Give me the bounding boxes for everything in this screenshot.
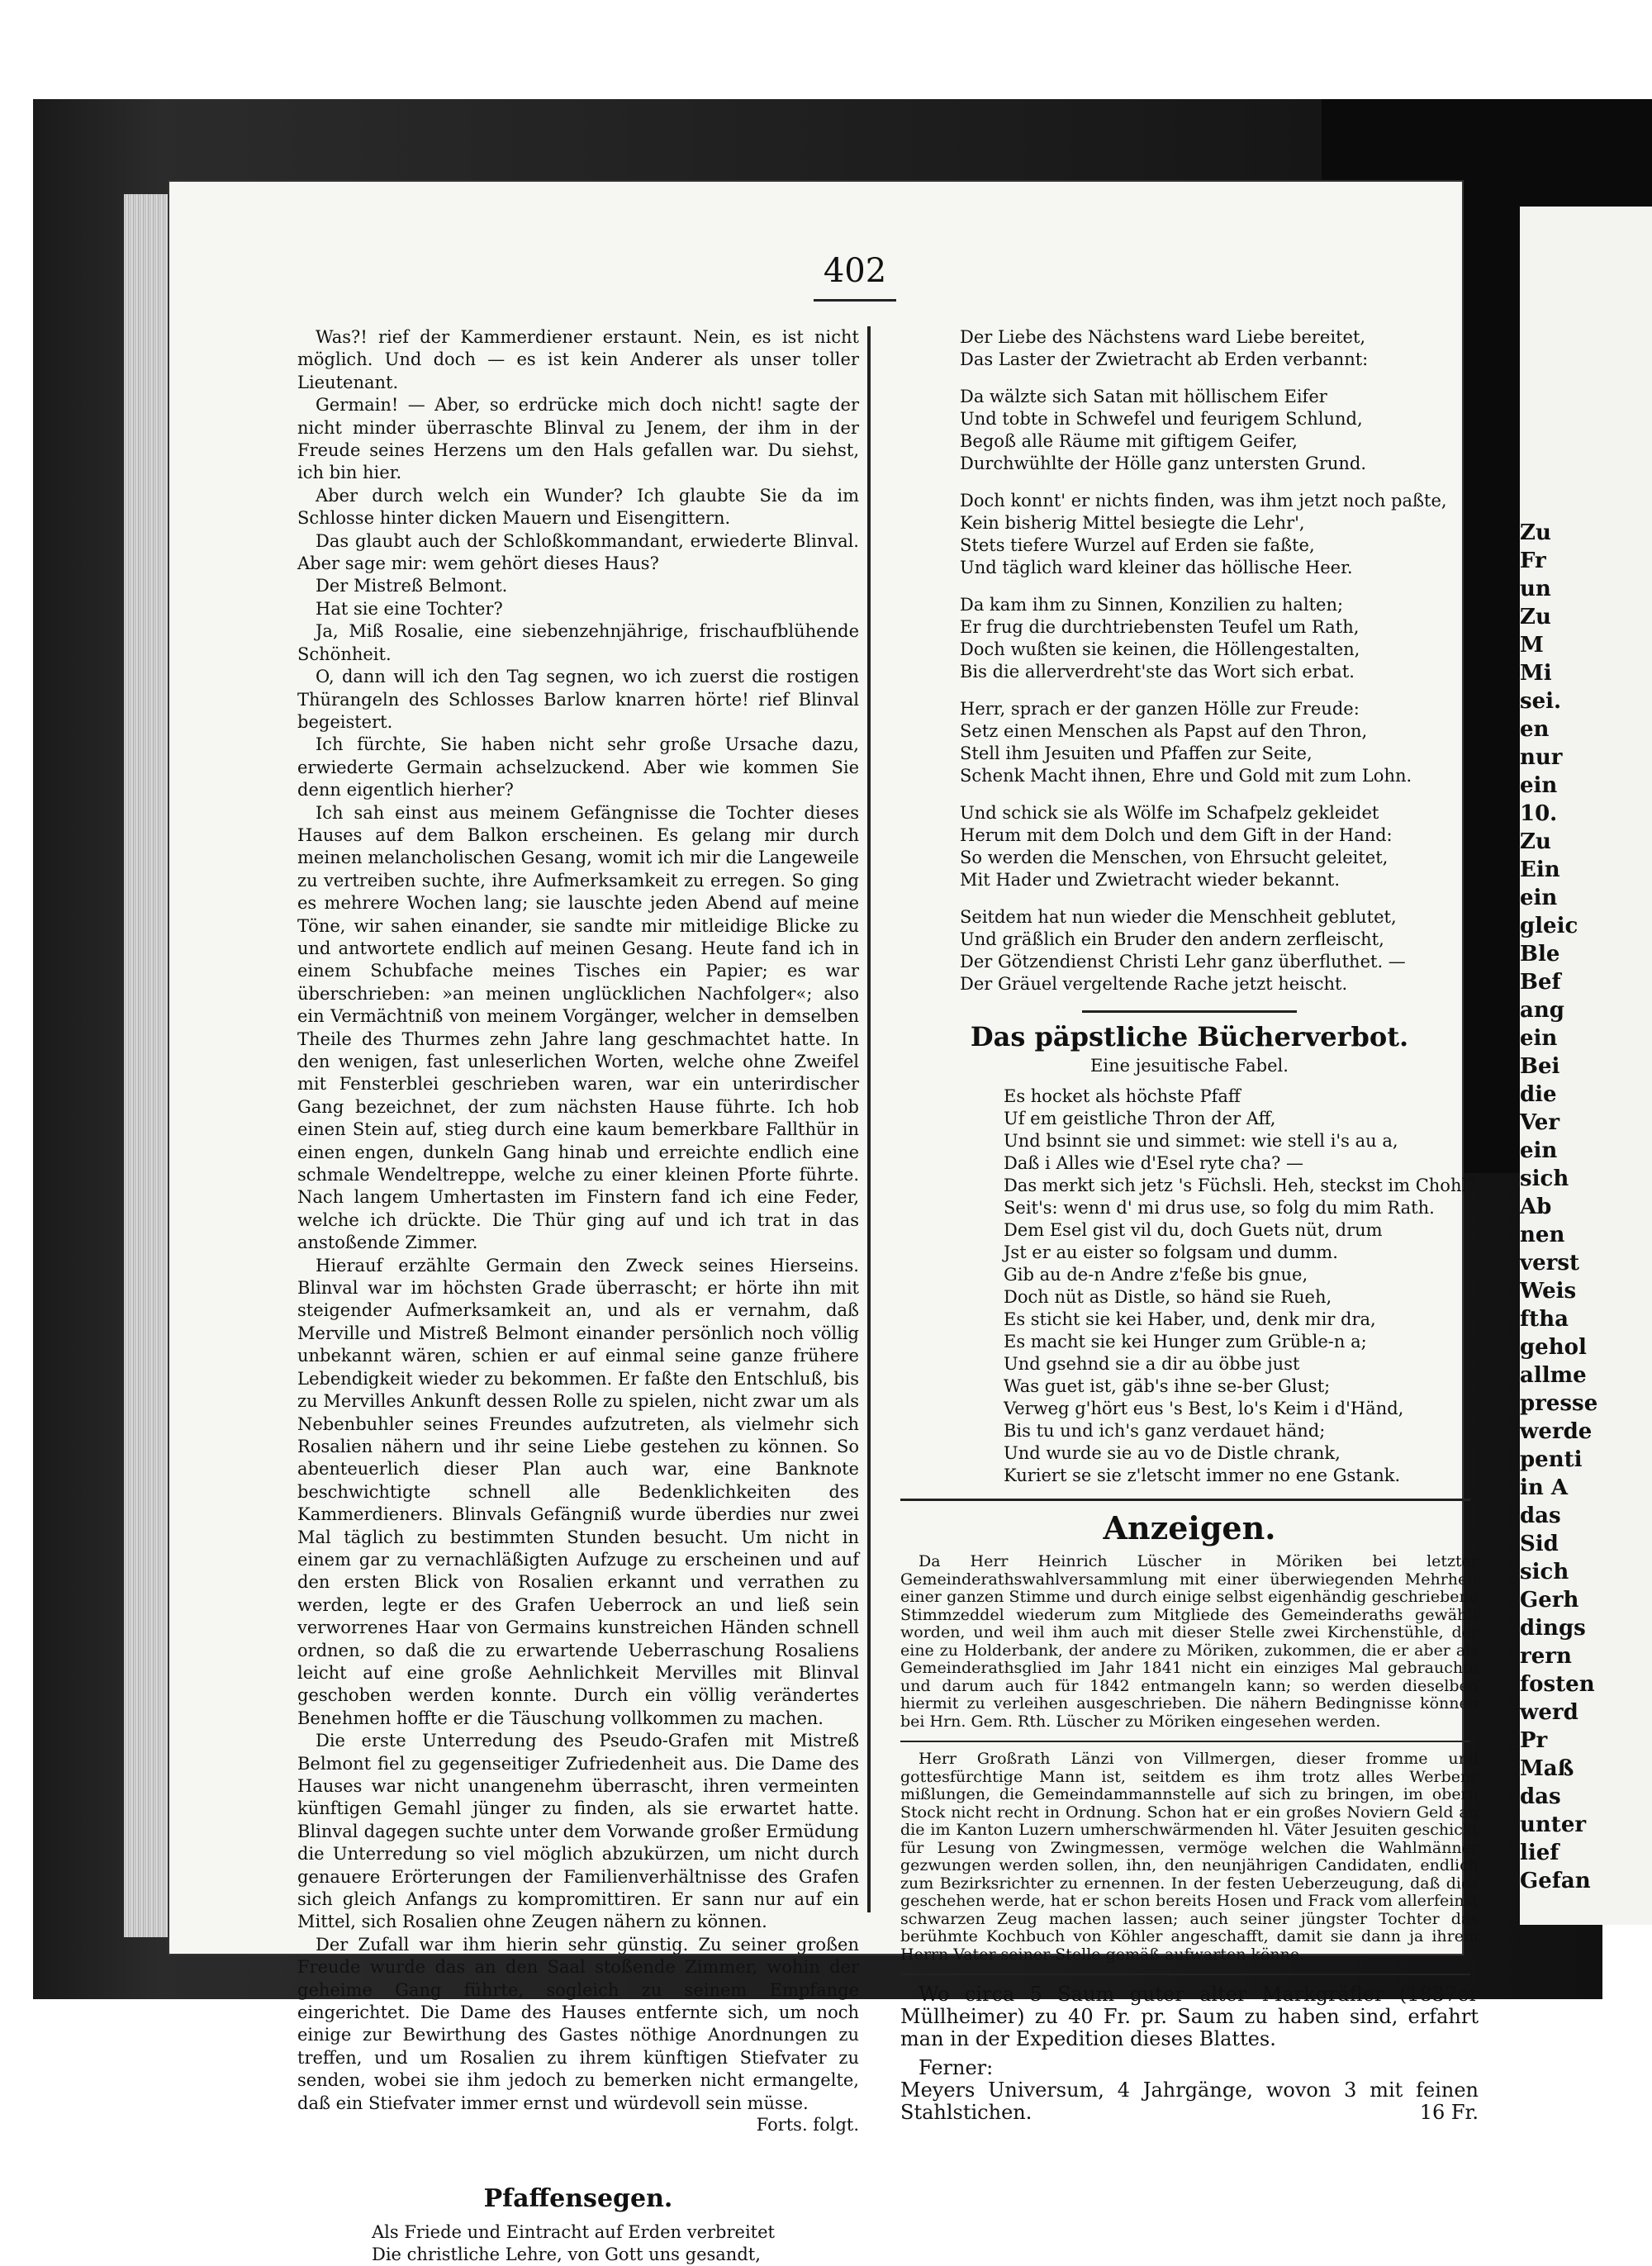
story-paragraph: O, dann will ich den Tag segnen, wo ich zuerst die rostigen Thürangeln des Schlosses Barlow knarren hörte! rief Blinval begeistert. <box>297 667 859 732</box>
left-column <box>297 326 859 2266</box>
facing-page-fragment: dings <box>1520 1616 1586 1641</box>
facing-page-fragment: presse <box>1520 1391 1598 1416</box>
poem-line: Durchwühlte der Hölle ganz untersten Grund. <box>960 454 1367 473</box>
facing-page-fragment: Bef <box>1520 970 1561 995</box>
facing-page-fragment: Sid <box>1520 1532 1559 1556</box>
fable-line: Es macht sie kei Hunger zum Grüble-n a; <box>1004 1332 1367 1352</box>
scan-border-top <box>0 0 1652 107</box>
advertisement <box>900 2057 1479 2131</box>
story-paragraph: Ich fürchte, Sie haben nicht sehr große Ursache dazu, erwiederte Germain achselzuckend. Aber wie kommen Sie denn eigentlich hierher? <box>297 734 859 800</box>
poem-line: Der Götzendienst Christi Lehr ganz überfluthet. — <box>960 952 1406 971</box>
facing-page-fragment: fosten <box>1520 1672 1595 1697</box>
poem-stanza <box>900 906 1479 995</box>
poem-stanza <box>900 490 1479 579</box>
fable-line: Gib au de-n Andre z'feße bis gnue, <box>1004 1265 1308 1285</box>
poem-stanza <box>900 802 1479 891</box>
poem-line: Und tobte in Schwefel und feurigem Schlund, <box>960 409 1363 429</box>
fable-line: Verweg g'hört eus 's Best, lo's Keim i d'Händ, <box>1004 1399 1404 1418</box>
fable-line: Das merkt sich jetz 's Füchsli. Heh, steckst im Chohl? <box>1004 1176 1477 1195</box>
story-paragraph: Ja, Miß Rosalie, eine siebenzehnjährige, frischaufblühende Schönheit. <box>297 621 859 664</box>
facing-page-fragment: gleic <box>1520 914 1578 938</box>
facing-page-fragment: penti <box>1520 1447 1583 1472</box>
facing-page-fragment: verst <box>1520 1251 1579 1276</box>
poem-continuation <box>900 326 1479 995</box>
poem-line: Da wälzte sich Satan mit höllischem Eifer <box>960 387 1327 406</box>
poem-line: Mit Hader und Zwietracht wieder bekannt. <box>960 870 1341 890</box>
fable-text <box>900 1085 1479 1487</box>
section-rule <box>1082 1010 1297 1013</box>
facing-page-fragment: Mi <box>1520 661 1552 686</box>
poem-line: Der Gräuel vergeltende Rache jetzt heischt. <box>960 974 1348 994</box>
story-paragraph: Ich sah einst aus meinem Gefängnisse die Tochter dieses Hauses auf dem Balkon erscheinen. Es gelang mir durch meinen melancholischen Gesang, womit ich mir die Langeweile zu vertreiben suchte, ihre Aufmerksamkeit zu erregen. So ging es mehrere Wochen lang; sie lauschte jeden Abend auf meine Töne, wir sahen einander, sie sandte mir mitleidige Blicke zu und antwortete endlich auf meinen Gesang. Heute fand ich in einem Schubfache meines Tisches ein Papier; es war überschrieben: »an meinen unglücklichen Nachfolger«; also ein Vermächtniß von meinem Vorgänger, welcher in demselben Theile des Thurmes zehn Jahre lang geschmachtet hatte. In den wenigen, fast unleserlichen Worten, welche ohne Zweifel mit Fensterblei geschrieben waren, war ein unterirdischer Gang bezeichnet, der zum nächsten Hause führte. Ich hob einen Stein auf, stieg durch eine kaum bemerkbare Fallthür in einen engen, dunkeln Gang hinab und erreichte endlich eine schmale Wendeltreppe, welche zu einer kleinen Pforte führte. Nach langem Umhertasten im Finstern fand ich eine Feder, welche ich drückte. Die Thür ging auf und ich trat in das anstoßende Zimmer. <box>297 802 859 1253</box>
page-number-rule <box>814 299 896 302</box>
poem-line: Bis die allerverdreht'ste das Wort sich erbat. <box>960 662 1355 682</box>
facing-page-fragment: sich <box>1520 1166 1569 1191</box>
fable-line: Und bsinnt sie und simmet: wie stell i's au a, <box>1004 1131 1398 1151</box>
fable-title: Das päpstliche Bücherverbot. <box>970 1021 1409 1052</box>
fable-line: Bis tu und ich's ganz verdauet händ; <box>1004 1421 1326 1441</box>
story-paragraph: Aber durch welch ein Wunder? Ich glaubte Sie da im Schlosse hinter dicken Mauern und Eisengittern. <box>297 485 859 529</box>
fable-line: Es sticht sie kei Haber, und, denk mir dra, <box>1004 1309 1376 1329</box>
facing-page-fragment: werde <box>1520 1419 1593 1444</box>
poem-line: Begoß alle Räume mit giftigem Geifer, <box>960 431 1298 451</box>
poem-line: Und gräßlich ein Bruder den andern zerfleischt, <box>960 929 1384 949</box>
story-paragraph: Germain! — Aber, so erdrücke mich doch nicht! sagte der nicht minder überraschte Blinval zu Jenem, der ihm in der Freude seines Herzens um den Hals gefallen war. Du siehst, ich bin hier. <box>297 395 859 483</box>
fable-line: Jst er au eister so folgsam und dumm. <box>1004 1242 1338 1262</box>
facing-page-fragment: 10. <box>1520 801 1558 826</box>
continuation-note: Forts. folgt. <box>756 2115 859 2135</box>
facing-page-fragment: in A <box>1520 1475 1569 1500</box>
facing-page-fragment: M <box>1520 633 1544 658</box>
facing-page-fragment: unter <box>1520 1812 1587 1837</box>
facing-page-fragment: un <box>1520 577 1551 601</box>
facing-page-fragment: sei. <box>1520 689 1562 714</box>
fable-line: Daß i Alles wie d'Esel ryte cha? — <box>1004 1153 1304 1173</box>
advertisement <box>900 1553 1479 1737</box>
fable-line: Doch nüt as Distle, so händ sie Rueh, <box>1004 1287 1332 1307</box>
facing-page-fragment: Ein <box>1520 857 1560 882</box>
facing-page-fragment: Ab <box>1520 1195 1552 1219</box>
page-edges <box>124 194 173 1937</box>
fable-line: Und wurde sie au vo de Distle chrank, <box>1004 1443 1341 1463</box>
poem-line: Der Liebe des Nächstens ward Liebe bereitet, <box>960 327 1366 347</box>
ads-title: Anzeigen. <box>1103 1509 1276 1546</box>
story-paragraph: Die erste Unterredung des Pseudo-Grafen mit Mistreß Belmont fiel zu gegenseitiger Zufriedenheit aus. Die Dame des Hauses war nicht unangenehm überrascht, ihren vermeinten künftigen Gemahl jünger zu finden, als sie erwartet hatte. Blinval dagegen suchte unter dem Vorwande großer Ermüdung die Unterredung so viel möglich abzukürzen, um nicht durch genauere Erörterungen der Familienverhältnisse des Grafen sich gleich Anfangs zu kompromittiren. Er sann nur auf ein Mittel, sich Rosalien ohne Zeugen nähern zu können. <box>297 1731 859 1932</box>
facing-page-fragment: Pr <box>1520 1728 1548 1753</box>
poem-title: Pfaffensegen. <box>483 2184 673 2214</box>
poem-line: Doch konnt' er nichts finden, was ihm jetzt noch paßte, <box>960 491 1447 511</box>
story-paragraph: Hierauf erzählte Germain den Zweck seines Hierseins. Blinval war im höchsten Grade überrascht; er hörte ihn mit steigender Aufmerksamkeit an, und als er vernahm, daß Merville und Mistreß Belmont einander persönlich noch völlig unbekannt wären, schien er auf einmal seine ganze frühere Lebendigkeit wieder zu bekommen. Er faßte den Entschluß, bis zu Mervilles Ankunft dessen Rolle zu spielen, nicht zwar um als Nebenbuhler seines Freundes aufzutreten, als vielmehr sich Rosalien nähern und ihr seine Liebe gestehen zu können. So abenteuerlich dieser Plan auch war, eine Banknote beschwichtigte schnell alle Bedenklichkeiten des Kammerdieners. Blinvals Gefängniß wurde überdies nur zwei Mal täglich zu bestimmten Stunden besucht. Um nicht in einem gar zu vernachläßigten Aufzuge zu erscheinen und auf den ersten Blick von Rosalien erkannt und verrathen zu werden, legte er des Grafen Ueberrock an und ließ sein verworrenes Haar von Germains kunstreichen Händen schnell ordnen, so daß die zu erwartende Ueberraschung Rosaliens leicht auf eine große Aehnlichkeit Mervilles mit Blinval geschoben werden konnte. Durch ein völlig verändertes Benehmen hoffte er die Täuschung vollkommen zu machen. <box>297 1255 859 1728</box>
story-paragraph: Was?! rief der Kammerdiener erstaunt. Nein, es ist nicht möglich. Und doch — es ist kein Anderer als unser toller Lieutenant. <box>297 327 859 392</box>
poem-line: Er frug die durchtriebensten Teufel um Rath, <box>960 617 1360 637</box>
facing-page-fragment: gehol <box>1520 1335 1587 1360</box>
fable-line: Uf em geistliche Thron der Aff, <box>1004 1109 1276 1128</box>
facing-page-fragment: Fr <box>1520 549 1546 573</box>
facing-page-fragment: ein <box>1520 773 1558 798</box>
ad-separator <box>900 1974 1470 1975</box>
story-text <box>297 326 859 2115</box>
ad-text <box>900 2079 1479 2124</box>
facing-page-fragment: Zu <box>1520 829 1551 854</box>
story-paragraph: Der Zufall war ihm hierin sehr günstig. Zu seiner großen Freude wurde das an den Saal stoßende Zimmer, wohin der geheime Gang führte, sogleich zu seinem Empfange eingerichtet. Die Dame des Hauses entfernte sich, um noch einige zur Bewirthung des Gastes nöthige Anordnungen zu treffen, und um Rosalien zu ihrem künftigen Stiefvater zu senden, wobei sie ihm jedoch zu bemerken nicht ermangelte, daß ein Stiefvater immer ernst und würdevoll sein müsse. <box>297 1934 859 2113</box>
facing-page-fragment: ang <box>1520 998 1564 1023</box>
facing-page-fragment: ftha <box>1520 1307 1569 1332</box>
poem-line: Als Friede und Eintracht auf Erden verbreitet <box>372 2222 775 2243</box>
facing-page-fragment: nur <box>1520 745 1563 770</box>
facing-page-fragment: Gerh <box>1520 1588 1579 1613</box>
facing-page-fragment: Maß <box>1520 1756 1574 1781</box>
poem-line: Schenk Macht ihnen, Ehre und Gold mit zum Lohn. <box>960 766 1412 786</box>
ad-text: Da Herr Heinrich Lüscher in Möriken bei letzter Gemeinderathswahlversammlung mit einer überwiegenden Mehrheit einer ganzen Stimme und durch einige selbst eigenhändig geschriebene Stimmzeddel wiederum zum Mitgliede des Gemeinderaths gewählt worden, und weil ihm auch mit dieser Stelle zwei Kirchenstühle, der eine zu Holderbank, der andere zu Möriken, zukommen, die er aber als Gemeinderathsglied im Jahr 1841 nicht ein einziges Mal gebrauchte und darum auch für 1842 entmangeln kann; so werden dieselben hiermit zu verleihen ausgeschrieben. Die nähern Bedingnisse können bei Hrn. Gem. Rth. Lüscher zu Möriken eingesehen werden. <box>900 1552 1479 1731</box>
facing-page-fragment: rern <box>1520 1644 1572 1669</box>
facing-page-fragment: Zu <box>1520 605 1551 629</box>
poem-line: Setz einen Menschen als Papst auf den Thron, <box>960 721 1368 741</box>
poem-line: Das Laster der Zwietracht ab Erden verbannt: <box>960 349 1369 369</box>
poem-stanza <box>900 386 1479 475</box>
facing-page-fragment: lief <box>1520 1841 1559 1865</box>
facing-page-fragment: das <box>1520 1784 1561 1809</box>
poem-line: Und täglich ward kleiner das höllische Heer. <box>960 558 1353 577</box>
right-column <box>900 326 1479 2131</box>
facing-page-fragment: Gefan <box>1520 1869 1591 1893</box>
ad-label: Ferner: <box>919 2056 994 2079</box>
poem-line: Und schick sie als Wölfe im Schafpelz gekleidet <box>960 803 1379 823</box>
facing-page-fragment: das <box>1520 1504 1561 1528</box>
poem-line: Seitdem hat nun wieder die Menschheit geblutet, <box>960 907 1397 927</box>
story-paragraph: Hat sie eine Tochter? <box>316 598 503 619</box>
advertisement <box>900 1983 1479 2057</box>
advertisement <box>900 1751 1479 1970</box>
fable-subtitle: Eine jesuitische Fabel. <box>1090 1056 1289 1076</box>
facing-page-strip <box>1520 207 1652 1925</box>
poem-line: So werden die Menschen, von Ehrsucht geleitet, <box>960 848 1389 867</box>
facing-page-fragment: ein <box>1520 886 1558 910</box>
fable-line: Kuriert se sie z'letscht immer no ene Gstank. <box>1004 1466 1401 1485</box>
ad-text: Wo circa 5 Saum guter alter Markgräfler (1837er Müllheimer) zu 40 Fr. pr. Saum zu haben sind, erfahrt man in der Expedition dieses Blattes. <box>900 1983 1479 2050</box>
fable-line: Was guet ist, gäb's ihne se-ber Glust; <box>1004 1376 1331 1396</box>
poem-line: Da kam ihm zu Sinnen, Konzilien zu halten; <box>960 595 1344 615</box>
fable-line: Und gsehnd sie a dir au öbbe just <box>1004 1354 1300 1374</box>
poem-line: Stets tiefere Wurzel auf Erden sie faßte, <box>960 535 1315 555</box>
poem-line: Herum mit dem Dolch und dem Gift in der Hand: <box>960 825 1393 845</box>
facing-page-fragment: Zu <box>1520 520 1551 545</box>
facing-page-fragment: sich <box>1520 1560 1569 1584</box>
facing-page-fragment: allme <box>1520 1363 1587 1388</box>
fable-line: Es hocket als höchste Pfaff <box>1004 1086 1241 1106</box>
poem-stanza <box>900 698 1479 787</box>
fable-line: Dem Esel gist vil du, doch Guets nüt, drum <box>1004 1220 1383 1240</box>
story-paragraph: Der Mistreß Belmont. <box>316 576 508 596</box>
facing-page-fragment: werd <box>1520 1700 1578 1725</box>
poem-line: Kein bisherig Mittel besiegte die Lehr', <box>960 513 1305 533</box>
poem-stanza <box>900 326 1479 371</box>
poem-stanza <box>900 594 1479 683</box>
facing-page-fragment: en <box>1520 717 1550 742</box>
facing-page-fragment: nen <box>1520 1223 1565 1247</box>
story-paragraph: Das glaubt auch der Schloßkommandant, erwiederte Blinval. Aber sage mir: wem gehört dieses Haus? <box>297 530 859 574</box>
facing-page-fragment: die <box>1520 1082 1557 1107</box>
poem-line: Herr, sprach er der ganzen Hölle zur Freude: <box>960 699 1360 719</box>
facing-page-fragment: Ver <box>1520 1110 1560 1135</box>
column-divider <box>867 326 871 1912</box>
facing-page-fragment: Weis <box>1520 1279 1577 1304</box>
facing-page-fragment: ein <box>1520 1026 1558 1051</box>
poem-line: Stell ihm Jesuiten und Pfaffen zur Seite, <box>960 743 1313 763</box>
ad-separator <box>900 1741 1470 1742</box>
ad-text: Herr Großrath Länzi von Villmergen, dieser fromme und gottesfürchtige Mann ist, seitdem es ihm trotz alles Werbens mißlungen, die Gemeindammannstelle auf sich zu bringen, im obern Stock nicht recht in Ordnung. Schon hat er ein großes Noviern Geld an die im Kanton Luzern umherschwärmenden hl. Väter Jesuiten geschickt für Lesung von Zwingmessen, vermöge welchen die Wahlmänner gezwungen werden sollen, ihn, den neunjährigen Candidaten, endlich zum Bezirksrichter zu ernennen. In der festen Ueberzeugung, daß dies geschehen werde, hat er schon bereits Hosen und Frack vom allerfeinst schwarzen Zeug machen lassen; auch seiner jüngster Tochter das berühmte Kochbuch von Köhler angeschafft, damit sie dann ja ihrem Herrn Vater seiner Stelle gemäß aufwarten könne. <box>900 1750 1479 1964</box>
page-number: 402 <box>823 252 887 290</box>
poem-line: Doch wußten sie keinen, die Höllengestalten, <box>960 639 1360 659</box>
ad-price: 16 Fr. <box>1419 2101 1479 2124</box>
fable-line: Seit's: wenn d' mi drus use, so folg du mim Rath. <box>1004 1198 1435 1218</box>
facing-page-fragment: Bei <box>1520 1054 1560 1079</box>
facing-page-fragment: Ble <box>1520 942 1560 967</box>
ads-rule <box>900 1499 1470 1501</box>
poem-line: Die christliche Lehre, von Gott uns gesandt, <box>372 2245 761 2265</box>
facing-page-fragment: ein <box>1520 1138 1558 1163</box>
ad-item: Meyers Universum, 4 Jahrgänge, wovon 3 mit feinen Stahlstichen. <box>900 2078 1479 2124</box>
